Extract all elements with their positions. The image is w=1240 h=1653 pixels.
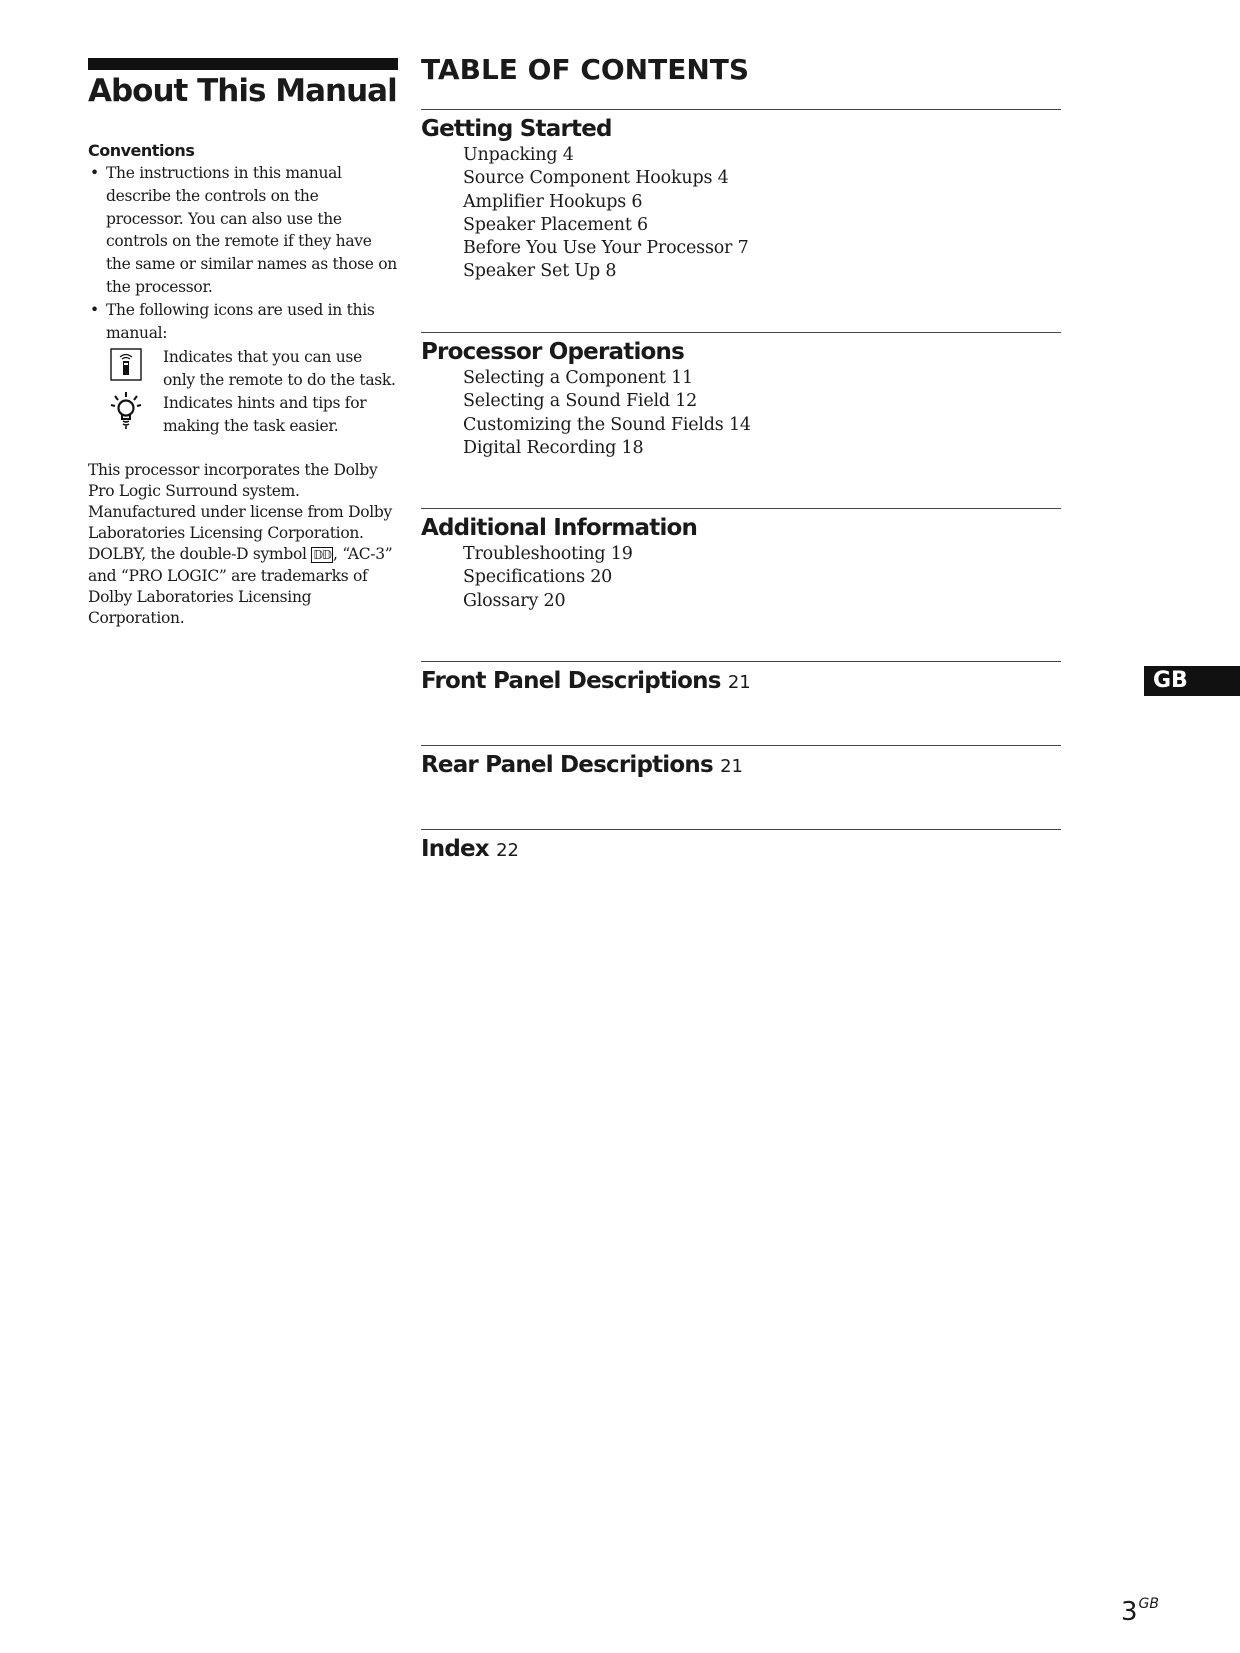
- toc-section-title: Processor Operations: [421, 339, 684, 365]
- icon-legend-remote: [88, 346, 398, 392]
- toc-entry[interactable]: Digital Recording 18: [463, 437, 644, 458]
- toc-section-label: Index: [421, 836, 489, 862]
- heading-rule: [88, 58, 398, 70]
- toc-entry[interactable]: Glossary 20: [463, 590, 566, 611]
- lightbulb-tip-icon: [108, 390, 144, 424]
- bullet-dot-icon: •: [90, 164, 99, 182]
- toc-section-title: Getting Started: [421, 116, 612, 142]
- conventions-bullet: [88, 162, 398, 299]
- language-tab: GB: [1144, 666, 1240, 696]
- toc-section-front-panel: [421, 661, 1061, 745]
- toc-section-title[interactable]: [421, 834, 1061, 866]
- remote-control-icon: [108, 348, 144, 382]
- toc-entry-list: [421, 367, 1061, 460]
- dolby-note-line: This processor incorporates the Dolby Pro Logic Surround system.: [88, 460, 378, 500]
- toc-entry-list: [421, 543, 1061, 613]
- icon-legend-text: Indicates hints and tips for making the task easier.: [163, 393, 367, 435]
- toc-section-label: Front Panel Descriptions: [421, 668, 721, 694]
- toc-section-label: Rear Panel Descriptions: [421, 752, 713, 778]
- page-number: [1121, 1589, 1159, 1627]
- conventions-heading: Conventions: [88, 141, 195, 160]
- icon-legend-text: Indicates that you can use only the remote to do the task.: [163, 348, 396, 390]
- page-number-value: 3: [1121, 1597, 1138, 1627]
- toc-entry[interactable]: Before You Use Your Processor 7: [463, 238, 749, 259]
- dolby-note-line: [88, 544, 398, 629]
- toc-entry[interactable]: Troubleshooting 19: [463, 544, 633, 564]
- toc-entry-list: [421, 144, 1061, 284]
- toc-section-title[interactable]: [421, 666, 1061, 698]
- dolby-note-text: DOLBY, the double-D symbol: [88, 544, 312, 563]
- toc-section-rear-panel: [421, 745, 1061, 829]
- toc-entry[interactable]: Specifications 20: [463, 567, 613, 588]
- toc-entry[interactable]: Selecting a Component 11: [463, 368, 693, 388]
- toc-section-index: [421, 829, 1061, 890]
- double-d-symbol-icon: 𝔻𝔻: [313, 547, 331, 562]
- dolby-note-line: Manufactured under license from Dolby Laboratories Licensing Corporation.: [88, 502, 392, 542]
- bullet-dot-icon: •: [90, 300, 99, 319]
- toc-entry[interactable]: Speaker Placement 6: [463, 214, 648, 235]
- toc-section-getting-started: [421, 109, 1061, 332]
- bullet-text: The following icons are used in this manual:: [106, 300, 375, 342]
- toc-title: TABLE OF CONTENTS: [421, 53, 750, 86]
- about-title: About This Manual: [88, 73, 397, 109]
- toc-page-number: 22: [496, 840, 519, 861]
- dolby-note-text: , “AC-3” and “PRO LOGIC” are trademarks of Dolby Laboratories Licensing Corporation.: [88, 544, 393, 627]
- toc-entry[interactable]: Unpacking 4: [463, 145, 574, 165]
- bullet-text: The instructions in this manual describe the controls on the processor. You can also use the controls on the remote if they have the same or similar names as those on the processor.: [106, 164, 397, 296]
- toc-section-processor-operations: [421, 332, 1061, 508]
- about-manual-column: [88, 58, 398, 629]
- toc-page-number: 21: [727, 672, 751, 693]
- page-number-suffix: GB: [1138, 1596, 1159, 1612]
- table-of-contents: [421, 50, 1061, 890]
- dolby-license-note: [88, 460, 398, 629]
- toc-section-title: Additional Information: [421, 515, 698, 541]
- conventions-list: [88, 162, 398, 344]
- conventions-bullet: [88, 299, 398, 345]
- toc-entry[interactable]: Selecting a Sound Field 12: [463, 391, 698, 412]
- toc-entry[interactable]: Source Component Hookups 4: [463, 168, 729, 189]
- toc-entry[interactable]: Speaker Set Up 8: [463, 261, 617, 282]
- toc-entry[interactable]: Amplifier Hookups 6: [463, 191, 643, 212]
- icon-legend-tip: [88, 392, 398, 438]
- toc-section-title[interactable]: [421, 750, 1061, 782]
- toc-section-additional-information: [421, 508, 1061, 661]
- toc-page-number: 21: [720, 756, 743, 777]
- toc-entry[interactable]: Customizing the Sound Fields 14: [463, 414, 751, 435]
